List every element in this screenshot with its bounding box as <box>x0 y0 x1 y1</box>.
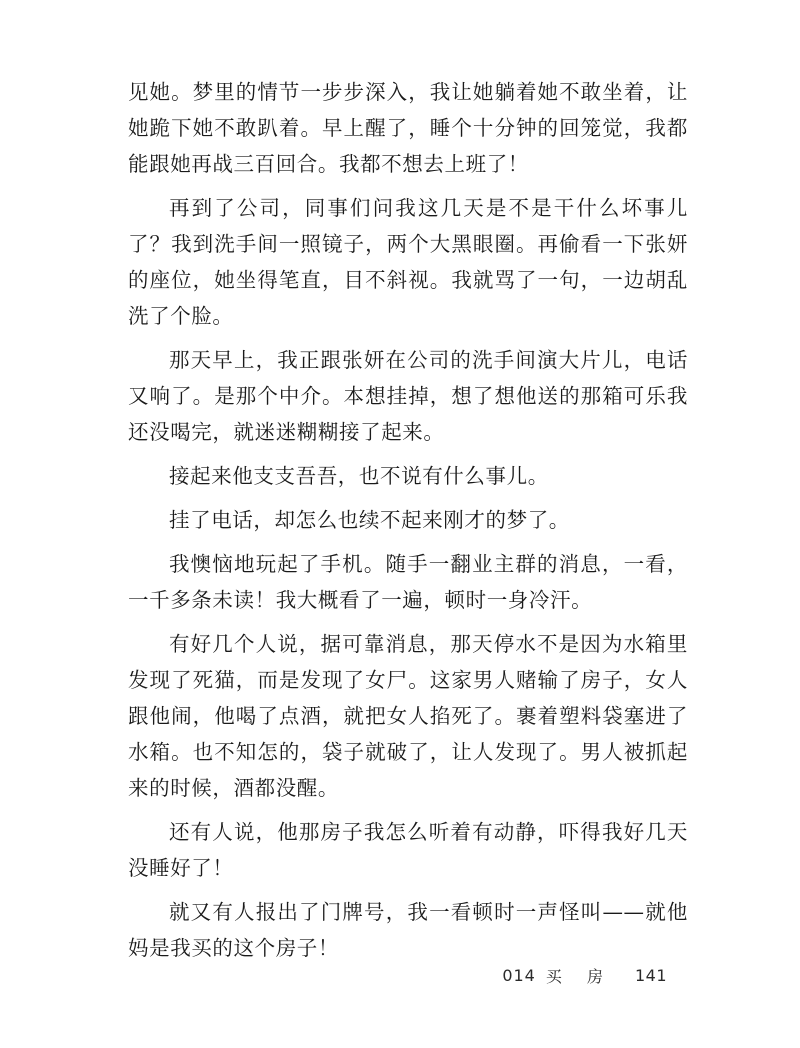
paragraph: 挂了电话，却怎么也续不起来刚才的梦了。 <box>169 508 570 532</box>
paragraph: 我懊恼地玩起了手机。随手一翻业主群的消息，一看，一千多条未读！我大概看了一遍，顿时一身冷汗。 <box>128 552 688 612</box>
paragraph: 还有人说，他那房子我怎么听着有动静，吓得我好几天没睡好了！ <box>128 820 688 880</box>
paragraph: 那天早上，我正跟张妍在公司的洗手间演大片儿，电话又响了。是那个中介。本想挂掉，想了想他送的那箱可乐我还没喝完，就迷迷糊糊接了起来。 <box>128 348 688 444</box>
chapter-number: 014 <box>502 966 536 985</box>
paragraph: 接起来他支支吾吾，也不说有什么事儿。 <box>169 464 549 488</box>
paragraph: 就又有人报出了门牌号，我一看顿时一声怪叫——就他妈是我买的这个房子！ <box>128 900 688 960</box>
paragraph-continued: 见她。梦里的情节一步步深入，我让她躺着她不敢坐着，让她跪下她不敢趴着。早上醒了，睡个十分钟的回笼觉，我都能跟她再战三百回合。我都不想去上班了！ <box>128 80 688 176</box>
paragraph: 有好几个人说，据可靠消息，那天停水不是因为水箱里发现了死猫，而是发现了女尸。这家男人赌输了房子，女人跟他闹，他喝了点酒，就把女人掐死了。裹着塑料袋塞进了水箱。也不知怎的，袋子就破了，让人发现了。男人被抓起来的时候，酒都没醒。 <box>128 632 688 800</box>
body-text <box>128 74 688 974</box>
paragraph: 再到了公司，同事们问我这几天是不是干什么坏事儿了？我到洗手间一照镜子，两个大黑眼圈。再偷看一下张妍的座位，她坐得笔直，目不斜视。我就骂了一句，一边胡乱洗了个脸。 <box>128 196 688 328</box>
page-footer <box>502 964 667 987</box>
page-number: 141 <box>634 966 667 985</box>
chapter-title: 买 房 <box>545 967 613 986</box>
